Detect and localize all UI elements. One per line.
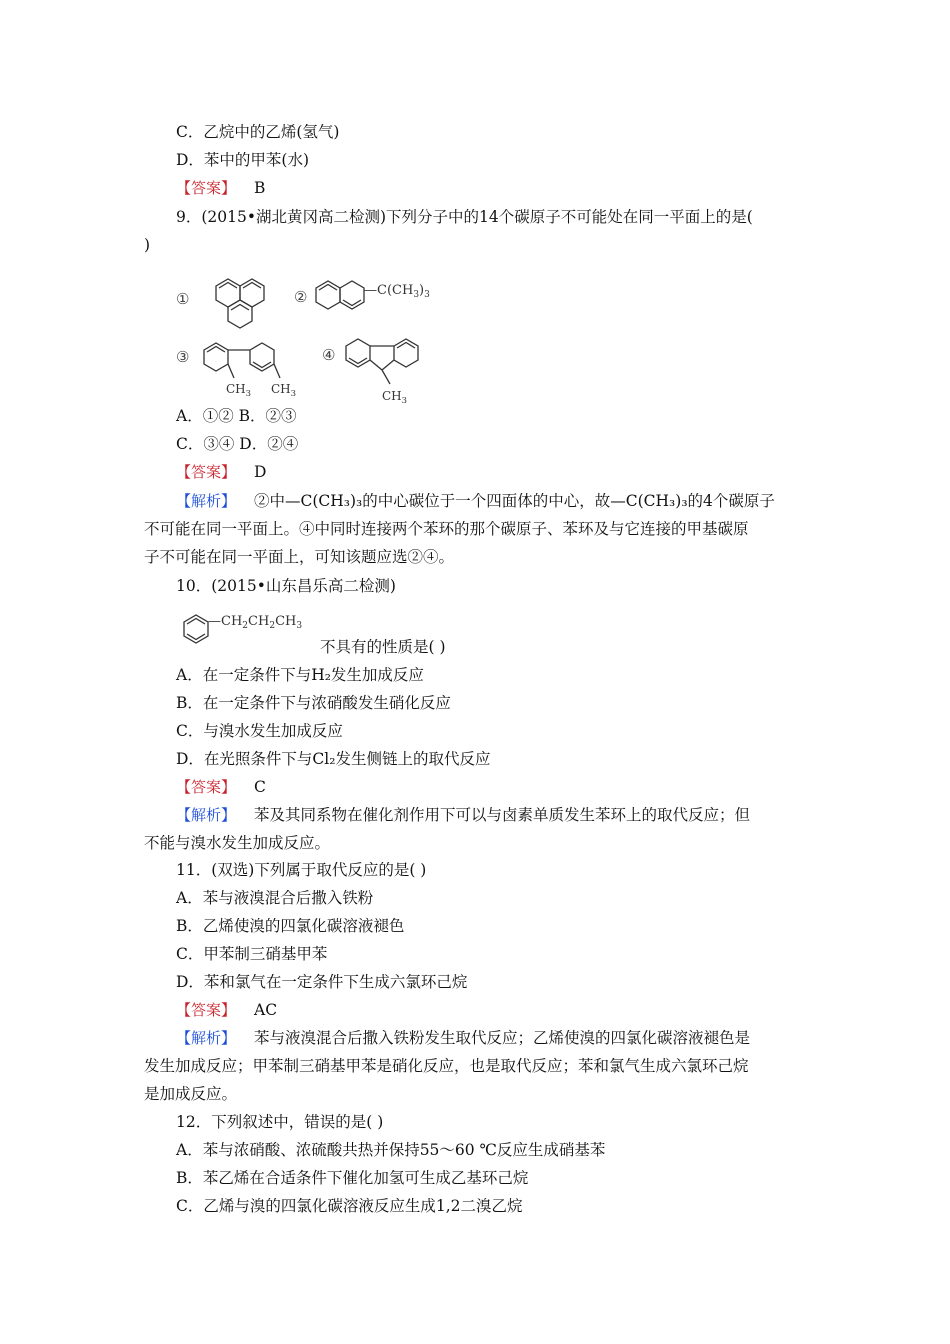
analysis-text: 苯及其同系物在催化剂作用下可以与卤素单质发生苯环上的取代反应；但 xyxy=(254,806,751,824)
q11-stem: 11．(双选)下列属于取代反应的是( ) xyxy=(176,861,427,879)
molecule-4-methyl: $CH_3$ xyxy=(382,389,408,406)
answer-value: AC xyxy=(254,1001,278,1019)
q10-option-b: B．在一定条件下与浓硝酸发生硝化反应 xyxy=(176,694,451,712)
q10-propyl-chain: $—CH_2CH_2CH_3$ xyxy=(208,614,303,631)
molecule-3-structure xyxy=(172,338,312,404)
q10-stem: 10．(2015•山东昌乐高二检测) xyxy=(176,577,396,595)
q10-propylbenzene-structure xyxy=(176,604,326,656)
q9-analysis-line2: 不可能在同一平面上。④中同时连接两个苯环的那个碳原子、苯环及与它连接的甲基碳原 xyxy=(144,520,749,538)
q8-option-c: C．乙烷中的乙烯(氢气) xyxy=(176,123,340,141)
answer-tag: 【答案】 xyxy=(176,1001,237,1019)
molecule-4-number: ④ xyxy=(322,346,336,364)
answer-value: C xyxy=(254,778,266,796)
molecule-2-structure xyxy=(292,270,462,322)
q11-analysis-line2: 发生加成反应；甲苯制三硝基甲苯是硝化反应，也是取代反应；苯和氯气生成六氯环己烷 xyxy=(144,1057,749,1075)
answer-tag: 【答案】 xyxy=(176,778,237,796)
q11-option-b: B．乙烯使溴的四氯化碳溶液褪色 xyxy=(176,917,405,935)
molecule-3-rings xyxy=(204,343,280,378)
q12-option-a: A．苯与浓硝酸、浓硫酸共热并保持55～60 ℃反应生成硝基苯 xyxy=(176,1141,606,1159)
q8-option-d: D．苯中的甲苯(水) xyxy=(176,151,310,169)
q10-benzene-ring xyxy=(184,615,208,643)
q9-options-line1: A．①② B．②③ xyxy=(176,407,297,425)
q10-option-c: C．与溴水发生加成反应 xyxy=(176,722,343,740)
q11-analysis-line3: 是加成反应。 xyxy=(144,1085,238,1103)
q11-option-d: D．苯和氯气在一定条件下生成六氯环己烷 xyxy=(176,973,468,991)
molecule-1-rings xyxy=(216,279,264,328)
q9-analysis-line3: 子不可能在同一平面上，可知该题应选②④。 xyxy=(144,548,455,566)
molecule-4-structure xyxy=(318,330,448,410)
q11-option-a: A．苯与液溴混合后撒入铁粉 xyxy=(176,889,374,907)
q10-question: 不具有的性质是( ) xyxy=(320,638,446,656)
answer-value: D xyxy=(254,463,267,481)
q12-stem: 12．下列叙述中，错误的是( ) xyxy=(176,1113,384,1131)
q9-stem-line2: ) xyxy=(144,236,151,254)
q12-option-c: C．乙烯与溴的四氯化碳溶液反应生成1,2二溴乙烷 xyxy=(176,1197,523,1215)
q10-answer-line xyxy=(176,777,266,797)
analysis-text: ②中—C(CH₃)₃的中心碳位于一个四面体的中心，故—C(CH₃)₃的4个碳原子 xyxy=(254,492,775,510)
molecule-1-structure xyxy=(172,264,292,332)
answer-tag: 【答案】 xyxy=(176,463,237,481)
analysis-tag: 【解析】 xyxy=(176,806,237,824)
molecule-2-substituent: $—C(CH_3)_3$ xyxy=(364,283,430,300)
analysis-text: 苯与液溴混合后撒入铁粉发生取代反应；乙烯使溴的四氯化碳溶液褪色是 xyxy=(254,1029,751,1047)
q10-analysis-line2: 不能与溴水发生加成反应。 xyxy=(144,834,331,852)
q9-analysis-line1 xyxy=(176,491,775,511)
q12-option-b: B．苯乙烯在合适条件下催化加氢可生成乙基环己烷 xyxy=(176,1169,529,1187)
q9-options-line2: C．③④ D．②④ xyxy=(176,435,299,453)
answer-tag: 【答案】 xyxy=(176,179,237,197)
analysis-tag: 【解析】 xyxy=(176,1029,237,1047)
q10-option-a: A．在一定条件下与H₂发生加成反应 xyxy=(176,666,424,684)
analysis-tag: 【解析】 xyxy=(176,492,237,510)
q10-option-d: D．在光照条件下与Cl₂发生侧链上的取代反应 xyxy=(176,750,491,768)
q10-analysis-line1 xyxy=(176,805,750,825)
q11-answer-line xyxy=(176,1000,277,1020)
q8-answer-line xyxy=(176,178,265,198)
molecule-3-methyl-a: $CH_3$ xyxy=(226,382,252,399)
q9-answer-line xyxy=(176,462,266,482)
q11-analysis-line1 xyxy=(176,1028,750,1048)
molecule-1-number: ① xyxy=(176,290,190,308)
molecule-2-rings xyxy=(316,281,364,309)
molecule-2-number: ② xyxy=(294,288,308,306)
q9-stem-line1: 9．(2015•湖北黄冈高二检测)下列分子中的14个碳原子不可能处在同一平面上的是( xyxy=(176,208,753,226)
molecule-3-number: ③ xyxy=(176,348,190,366)
molecule-3-methyl-b: $CH_3$ xyxy=(271,382,297,399)
q11-option-c: C．甲苯制三硝基甲苯 xyxy=(176,945,328,963)
molecule-4-rings xyxy=(346,339,418,384)
answer-value: B xyxy=(254,179,266,197)
